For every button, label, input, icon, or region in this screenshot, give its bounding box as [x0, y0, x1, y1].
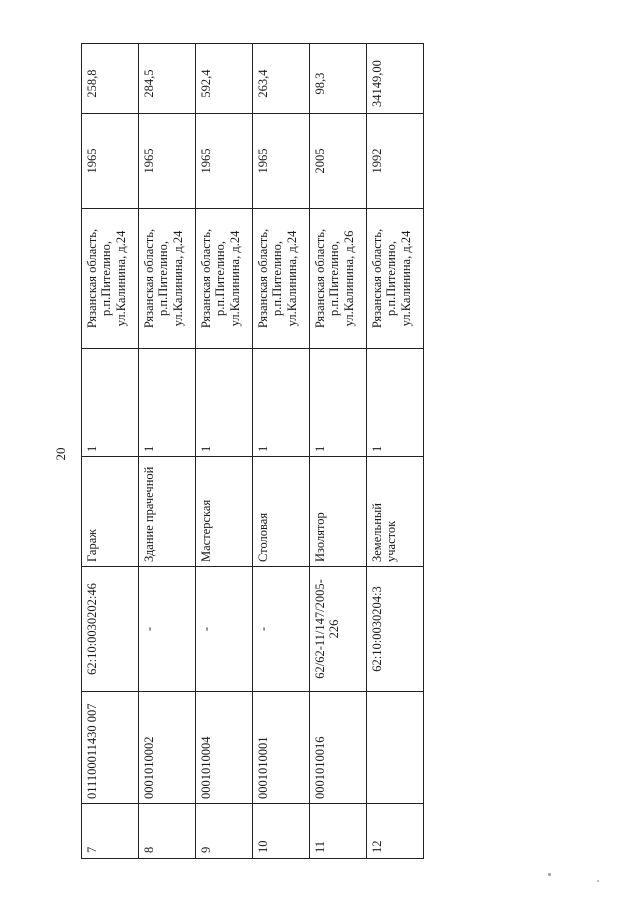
quantity-cell: 1	[82, 349, 139, 457]
row-number-cell: 9	[196, 804, 253, 859]
cadastral-number-cell: -	[196, 567, 253, 692]
quantity-cell: 1	[196, 349, 253, 457]
table-row	[310, 44, 367, 859]
address-cell: Рязанская область, р.п.Пителино, ул.Калинина, д.24	[196, 209, 253, 349]
address-cell: Рязанская область, р.п.Пителино, ул.Калинина, д.24	[82, 209, 139, 349]
property-table-body	[82, 44, 424, 859]
scan-speck	[597, 880, 599, 882]
year-cell: 1992	[367, 114, 424, 209]
year-cell: 1965	[196, 114, 253, 209]
inventory-number-cell: 0001010004	[196, 692, 253, 804]
area-cell: 34149,00	[367, 44, 424, 114]
table-row	[253, 44, 310, 859]
row-number-cell: 7	[82, 804, 139, 859]
quantity-cell: 1	[310, 349, 367, 457]
address-cell: Рязанская область, р.п.Пителино, ул.Калинина, д.24	[253, 209, 310, 349]
cadastral-number-cell: 62:10:0030202:46	[82, 567, 139, 692]
row-number-cell: 10	[253, 804, 310, 859]
row-number-cell: 12	[367, 804, 424, 859]
object-name-cell: Мастерская	[196, 457, 253, 567]
year-cell: 1965	[82, 114, 139, 209]
inventory-number-cell	[367, 692, 424, 804]
year-cell: 1965	[139, 114, 196, 209]
cadastral-number-cell: -	[253, 567, 310, 692]
area-cell: 592,4	[196, 44, 253, 114]
object-name-cell: Здание прачечной	[139, 457, 196, 567]
year-cell: 1965	[253, 114, 310, 209]
year-cell: 2005	[310, 114, 367, 209]
inventory-number-cell: 0001010002	[139, 692, 196, 804]
property-table-container	[81, 44, 422, 859]
page-number: 20	[53, 447, 68, 461]
address-cell: Рязанская область, р.п.Пителино, ул.Калинина, д.24	[139, 209, 196, 349]
object-name-cell: Столовая	[253, 457, 310, 567]
table-row	[82, 44, 139, 859]
object-name-cell: Земельный участок	[367, 457, 424, 567]
inventory-number-cell: 011100011430 007	[82, 692, 139, 804]
scan-speck	[548, 873, 551, 876]
quantity-cell: 1	[367, 349, 424, 457]
cadastral-number-cell: 62/62-11/147/2005-226	[310, 567, 367, 692]
table-row	[196, 44, 253, 859]
table-row	[139, 44, 196, 859]
cadastral-number-cell: 62:10:0030204:3	[367, 567, 424, 692]
inventory-number-cell: 0001010016	[310, 692, 367, 804]
table-row	[367, 44, 424, 859]
row-number-cell: 8	[139, 804, 196, 859]
cadastral-number-cell: -	[139, 567, 196, 692]
quantity-cell: 1	[253, 349, 310, 457]
area-cell: 263,4	[253, 44, 310, 114]
area-cell: 98,3	[310, 44, 367, 114]
object-name-cell: Гараж	[82, 457, 139, 567]
inventory-number-cell: 0001010001	[253, 692, 310, 804]
area-cell: 258,8	[82, 44, 139, 114]
object-name-cell: Изолятор	[310, 457, 367, 567]
address-cell: Рязанская область, р.п.Пителино, ул.Калинина, д.24	[367, 209, 424, 349]
row-number-cell: 11	[310, 804, 367, 859]
property-table	[81, 43, 424, 859]
address-cell: Рязанская область, р.п.Пителино, ул.Калинина, д.26	[310, 209, 367, 349]
quantity-cell: 1	[139, 349, 196, 457]
area-cell: 284,5	[139, 44, 196, 114]
